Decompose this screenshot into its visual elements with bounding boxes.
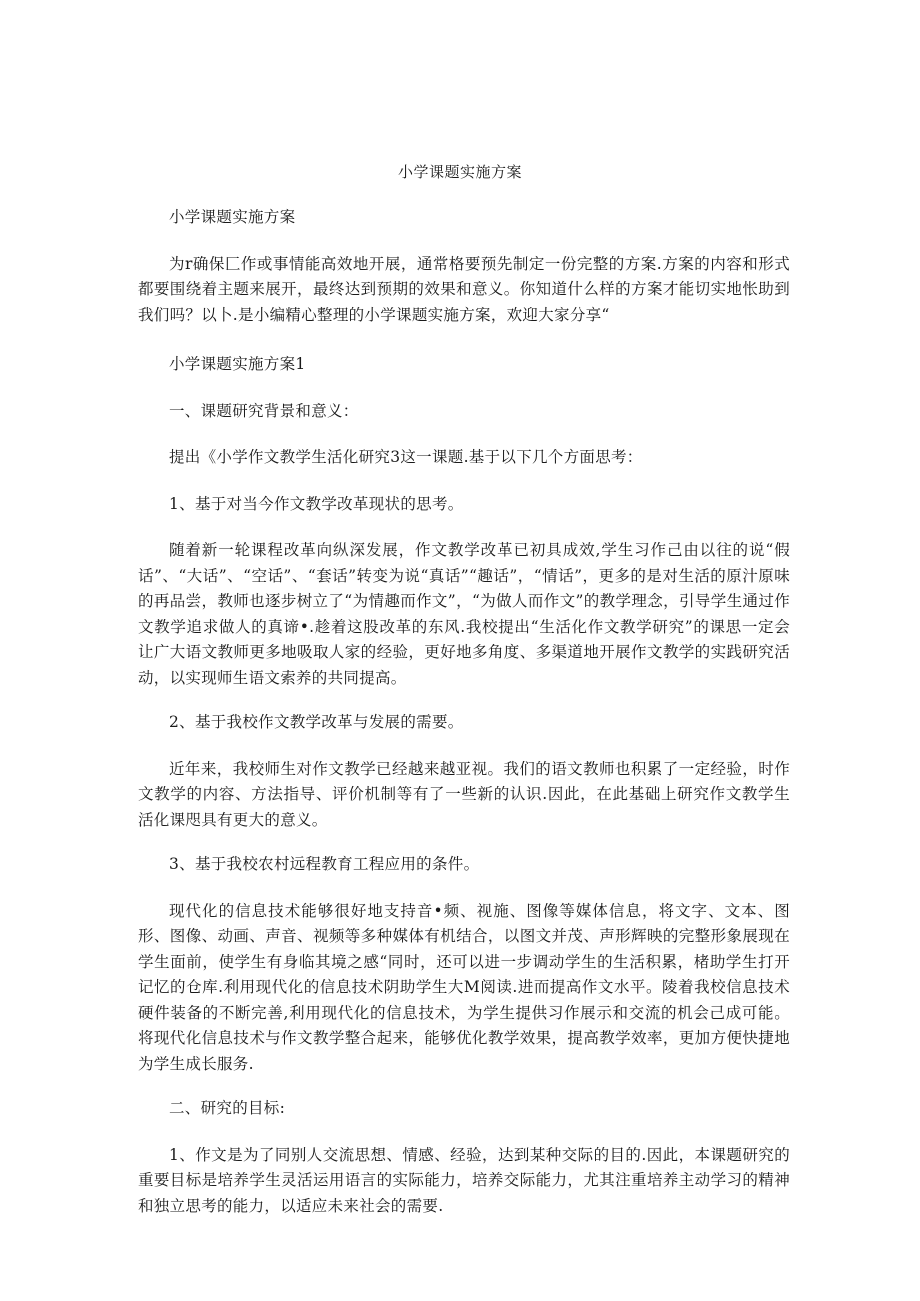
- subheading-3: 3、基于我校农村远程教育工程应用的条件。: [169, 855, 480, 873]
- intro-paragraph: 为r确保匚作或事情能高效地开展，通常格要预先制定一份完整的方案.方案的内容和形式都要围绕着主题来展开，最终达到预期的效果和意义。你知道什么样的方案才能切实地怅助到我们吗？以卜.是小编精心整理的小学课题实施方案，欢迎大家分享“: [138, 254, 790, 324]
- section-heading-background: 一、课题研究背景和意义：: [169, 401, 359, 420]
- paragraph-goal-1: 1、作文是为了同别人交流思想、情感、经验，达到某种交际的目的.因此，本课题研究的重要目标是培养学生灵活运用语言的实际能力，培养交际能力，尤其注重培养主动学习的精神和独立思考的能力，以适应未来社会的需要.: [138, 1145, 790, 1215]
- paragraph-reform: 随着新一轮课程改革向纵深发展，作文教学改革已初具成效,学生习作己由以往的说“假话”、“大话”、“空话”、“套话”转变为说“真话”“趣话”，“情话”，更多的是对生活的原汁原味的再品尝，教师也逐步树立了“为情趣而作文”，“为做人而作文”的教学理念，引导学生通过作文教学追求做人的真谛•.趁着这股改革的东风.我校提出“生活化作文教学研究”的课思一定会让广大语文教师更多地吸取人家的经验，更好地多角度、多渠道地开展作文教学的实践研究活动，以实现师生语文索养的共同提高。: [138, 541, 790, 687]
- plan-heading: 小学课题实施方案1: [169, 355, 306, 373]
- subheading-1: 1、基于对当今作文教学改革现状的思考。: [169, 494, 464, 513]
- subheading-2: 2、基于我校作文教学改革与发展的需要。: [169, 713, 464, 731]
- paragraph-technology: 现代化的信息技术能够很好地支持音•频、视施、图像等媒体信息，将文字、文本、图形、图像、动画、声音、视频等多种媒体有机结合，以图文并茂、声形辉映的完整形象展现在学生面前，使学生有身临其境之感“同时，还可以进一步调动学生的生活积累，楮助学生打开记忆的仓库.利用现代化的信息技术阴助学生大M阅读.进而提高作文水平。陵着我校信息技术硬件装备的不断完善,利用现代化的信息技术，为学生提供习作展示和交流的机会己成可能。将现代化信息技术与作文教学整合起来，能够优化教学效果，提高教学效率，更加方便快捷地为学生成长服务.: [138, 901, 790, 1073]
- section-heading-goals: 二、研究的目标:: [169, 1099, 286, 1117]
- document-body: [138, 205, 790, 1238]
- paragraph-school-needs: 近年来，我校师生对作文教学已经越来越亚视。我们的语文教师也积累了一定经验，时作文教学的内容、方法指导、评价机制等有了一些新的认识.因此，在此基础上研究作文教学生活化课咫具有更大的意义。: [138, 759, 790, 829]
- document-title: 小学课题实施方案: [397, 163, 522, 181]
- paragraph-proposal: 提出《小学作文教学生活化研究3这一课题.基于以下几个方面思考：: [169, 448, 643, 466]
- document-subtitle: 小学课题实施方案: [169, 208, 296, 226]
